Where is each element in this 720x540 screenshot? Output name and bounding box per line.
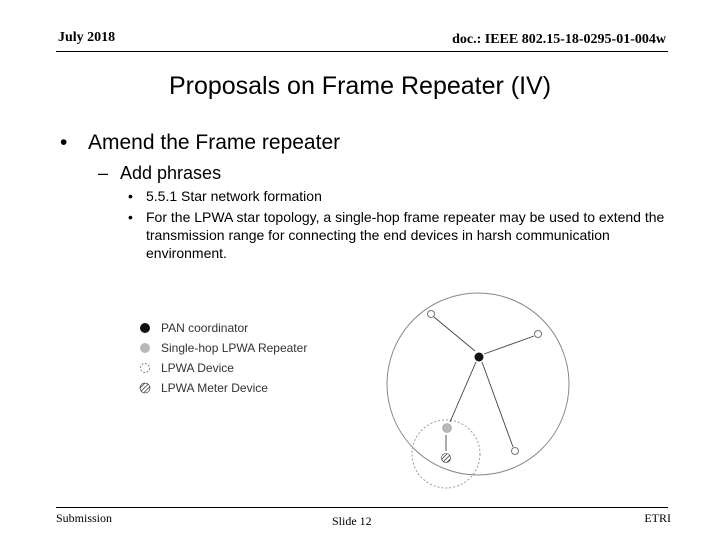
lpwa-device-node — [428, 311, 435, 318]
header-rule — [56, 51, 668, 52]
footer-slide-number: Slide 12 — [332, 514, 372, 528]
repeater-node — [443, 424, 452, 433]
pan-coordinator-node — [475, 353, 484, 362]
legend-item — [138, 338, 307, 358]
bullet-level1 — [60, 131, 340, 155]
bullet-level3-text: For the LPWA star topology, a single-hop frame repeater may be used to extend the transmission range for connecting the end devices in harsh communication environment. — [146, 209, 665, 261]
filled-gray-dot-icon — [138, 341, 152, 355]
bullet-level2-text: Add phrases — [120, 163, 222, 183]
lpwa-device-node — [512, 448, 519, 455]
footer-rule — [56, 507, 668, 508]
footer-submission: Submission — [56, 511, 113, 525]
legend-label: LPWA Meter Device — [161, 381, 268, 395]
filled-black-dot-icon — [138, 321, 152, 335]
coverage-circle — [387, 293, 569, 475]
bullet-mark: • — [128, 209, 133, 225]
header-doc-id: doc.: IEEE 802.15-18-0295-01-004w — [452, 32, 666, 47]
legend-item — [138, 378, 307, 398]
link-line — [482, 362, 513, 447]
bullet-mark: • — [128, 188, 133, 204]
legend-item — [138, 358, 307, 378]
lpwa-device-node — [535, 331, 542, 338]
legend-item — [138, 318, 307, 338]
hatched-dot-icon — [138, 381, 152, 395]
slide-title: Proposals on Frame Repeater (IV) — [168, 72, 552, 100]
bullet-level3-item — [128, 187, 666, 205]
bullet-level1-text: Amend the Frame repeater — [88, 131, 341, 154]
footer-org: ETRI — [644, 511, 671, 525]
dash-mark: – — [98, 163, 109, 183]
link-line — [434, 317, 475, 351]
meter-device-node — [442, 454, 451, 463]
header-date: July 2018 — [58, 30, 116, 45]
link-line — [450, 362, 476, 422]
bullet-level3-item — [128, 208, 666, 262]
legend-label: PAN coordinator — [161, 321, 249, 335]
star-topology-diagram — [360, 290, 582, 490]
bullet-level2 — [98, 163, 221, 184]
link-line — [484, 336, 534, 354]
legend — [138, 318, 307, 398]
bullet-mark: • — [60, 131, 68, 154]
bullet-level3-text: 5.5.1 Star network formation — [146, 188, 322, 204]
hollow-dot-icon — [138, 361, 152, 375]
legend-label: LPWA Device — [161, 361, 234, 375]
legend-label: Single-hop LPWA Repeater — [161, 341, 308, 355]
